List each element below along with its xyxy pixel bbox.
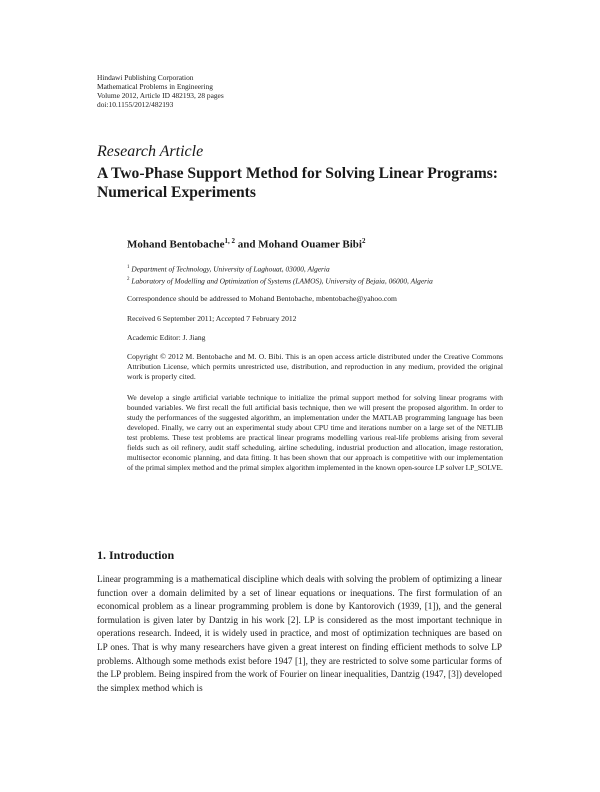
paper-title: A Two-Phase Support Method for Solving Linear Programs: Numerical Experiments <box>97 165 498 201</box>
volume-line: Volume 2012, Article ID 482193, 28 pages <box>97 91 224 100</box>
author-name: Mohand Ouamer Bibi <box>258 238 362 251</box>
author-conjunction: and <box>235 238 259 251</box>
section-body-text: Linear programming is a mathematical discipline which deals with solving the problem of optimizing a linear function over a domain delimited by a set of linear equations or inequations. The first formulation of an economical problem as a linear programming problem is done by Kantorovich (1939, [1]), and the general formulation is given later by Dantzig in his work [2]. LP is considered as the most important technique in operations research. Indeed, it is widely used in practice, and most of optimization techniques are based on LP ones. That is why many researchers have given a great interest on finding efficient methods to solve LP problems. Although some methods exist before 1947 [1], they are restricted to solve some particular forms of the LP problem. Being inspired from the work of Fourier on linear inequalities, Dantzig (1947, [3]) developed the simplex method which is <box>97 574 502 693</box>
doi-line: doi:10.1155/2012/482193 <box>97 100 174 109</box>
author-name: Mohand Bentobache <box>127 238 225 251</box>
affiliation-item: $^2$ Laboratory of Modelling and Optimization of Systems (LAMOS), University of Bejaia, 06000, Algeria <box>127 276 433 286</box>
journal-header <box>97 73 224 109</box>
author-affiliation-marker: 2 <box>361 237 366 245</box>
abstract: We develop a single artificial variable technique to initialize the primal support method for solving linear programs with bounded variables. We first recall the full artificial basis technique, then we will present the proposed algorithm. In order to study the performances of the suggested algorithm, an implementation under the MATLAB programming language has been developed. Finally, we carry out an experimental study about CPU time and iterations number on a large set of the NETLIB test problems. These test problems are practical linear programs modelling various real-life problems arising from several fields such as oil refinery, audit staff scheduling, airline scheduling, industrial production and allocation, image restoration, multisector economic planning, and data fitting. It has been shown that our approach is competitive with our implementation of the primal simplex method and the primal simplex algorithm implemented in the known open-source LP solver LP_SOLVE. <box>127 393 503 472</box>
received-accepted-dates: Received 6 September 2011; Accepted 7 February 2012 <box>127 314 297 323</box>
publisher-line: Hindawi Publishing Corporation <box>97 73 194 82</box>
article-type: Research Article <box>97 143 204 160</box>
affiliations <box>127 262 507 287</box>
author-affiliation-marker: 1, 2 <box>224 237 235 245</box>
section-heading: 1. Introduction <box>97 548 175 562</box>
affiliation-item: $^1$ Department of Technology, University of Laghouat, 03000, Algeria <box>127 264 330 274</box>
copyright-notice: Copyright © 2012 M. Bentobache and M. O. Bibi. This is an open access article distributed under the Creative Commons Attribution License, which permits unrestricted use, distribution, and reproduction in any medium, provided the original work is properly cited. <box>127 352 503 381</box>
author-list <box>127 237 365 251</box>
journal-name-line: Mathematical Problems in Engineering <box>97 82 213 91</box>
academic-editor: Academic Editor: J. Jiang <box>127 333 206 342</box>
correspondence-note: Correspondence should be addressed to Mohand Bentobache, mbentobache@yahoo.com <box>127 294 397 303</box>
